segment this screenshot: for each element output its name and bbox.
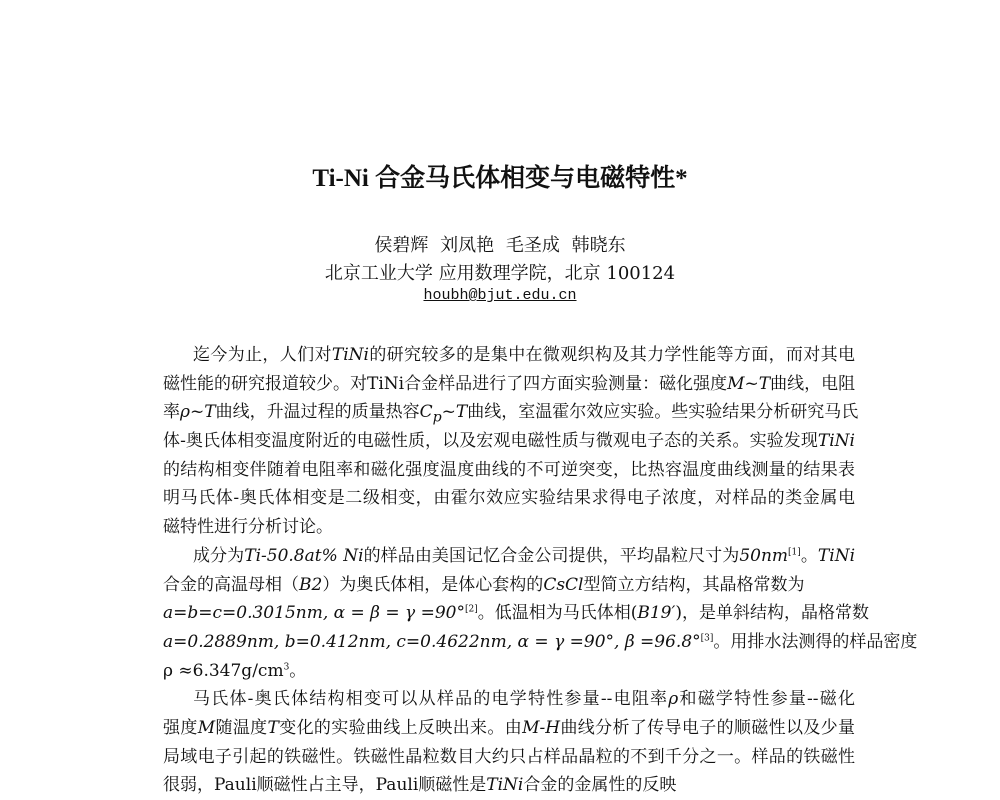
text-segment: 。低温相为马氏体相( xyxy=(477,603,638,624)
text-segment: 型简立方结构，其晶格常数为 xyxy=(583,574,805,595)
text-line xyxy=(163,370,855,399)
text-line xyxy=(163,571,855,600)
text-segment: 。 xyxy=(800,545,818,566)
text-segment: 曲线分析了传导电子的顺磁性以及少量 xyxy=(560,717,856,738)
text-segment: M-H xyxy=(522,717,561,738)
text-segment: 和磁学特性参量--磁化 xyxy=(678,689,855,710)
text-segment: Ti-50.8at% Ni xyxy=(244,545,364,566)
text-line xyxy=(163,599,869,628)
text-segment: a=0.2889nm, b=0.412nm, c=0.4622nm, α = γ =90°, β =96.8° xyxy=(163,631,701,652)
text-segment: CsCl xyxy=(543,574,584,595)
email xyxy=(0,287,1000,304)
text-segment: 曲线，电阻 xyxy=(770,373,856,394)
text-segment: 体-奥氏体相变温度附近的电磁性质，以及宏观电磁性质与微观电子态的关系。实验发现 xyxy=(163,431,818,452)
text-segment: 随温度 xyxy=(215,717,268,738)
text-segment: a=b=c=0.3015nm, α = β = γ =90° xyxy=(163,603,465,624)
text-segment: ρ ≈6.347g/cm xyxy=(163,660,284,681)
text-line xyxy=(163,341,855,370)
text-segment: 。 xyxy=(289,660,307,681)
text-segment: 的样品由美国记忆合金公司提供，平均晶粒尺寸为 xyxy=(363,545,740,566)
text-segment: ρ xyxy=(668,689,679,710)
text-segment: 磁特性进行分析讨论。 xyxy=(163,517,333,538)
text-line xyxy=(163,743,855,772)
text-segment: 合金的金属性的反映 xyxy=(523,775,677,796)
citation-superscript: 3 xyxy=(283,661,290,672)
text-segment: M~T xyxy=(727,373,771,394)
text-segment: M xyxy=(197,717,216,738)
text-segment: ~T xyxy=(441,402,468,423)
text-segment: 的结构相变伴随着电阻率和磁化强度温度曲线的不可逆突变，比热容温度曲线测量的结果表 xyxy=(163,459,855,480)
text-segment: 曲线，室温霍尔效应实验。些实验结果分析研究马氏 xyxy=(467,402,859,423)
text-segment: 成分为 xyxy=(193,545,245,566)
text-segment: TiNi xyxy=(817,431,855,452)
text-segment: 变化的实验曲线上反映出来。由 xyxy=(278,717,523,738)
text-segment: T xyxy=(267,717,279,738)
text-segment: 率 xyxy=(163,402,180,423)
text-segment: 磁性能的研究报道较少。对TiNi合金样品进行了四方面实验测量：磁化强度 xyxy=(163,373,728,394)
text-line xyxy=(163,427,855,456)
text-segment: 曲线，升温过程的质量热容 xyxy=(215,402,420,423)
text-segment: 明马氏体-奥氏体相变是二级相变，由霍尔效应实验结果求得电子浓度，对样品的类金属电 xyxy=(163,488,855,509)
authors: 侯碧辉 刘凤艳 毛圣成 韩晓东 xyxy=(374,235,626,256)
text-segment: 马氏体-奥氏体结构相变可以从样品的电学特性参量--电阻率 xyxy=(193,689,669,710)
text-line xyxy=(163,456,855,485)
text-line xyxy=(163,513,855,542)
abstract-body xyxy=(163,341,918,796)
text-segment: TiNi xyxy=(486,775,524,796)
text-segment: 强度 xyxy=(163,717,198,738)
text-line xyxy=(163,542,855,571)
text-segment: 的研究较多的是集中在微观织构及其力学性能等方面，而对其电 xyxy=(368,345,856,365)
text-segment: 。用排水法测得的样品密度 xyxy=(713,631,918,652)
text-segment: )，是单斜结构，晶格常数 xyxy=(675,603,869,624)
email-link[interactable]: houbh@bjut.edu.cn xyxy=(423,287,577,304)
text-line xyxy=(163,657,855,686)
text-line xyxy=(163,484,855,513)
text-segment: B2 xyxy=(299,574,323,595)
citation-superscript: [2] xyxy=(464,604,478,615)
text-segment: 局域电子引起的铁磁性。铁磁性晶粒数目大约只占样品晶粒的不到千分之一。样品的铁磁性 xyxy=(163,746,855,767)
text-line xyxy=(163,685,855,714)
text-segment: TiNi xyxy=(817,545,856,566)
text-segment: 合金的高温母相（ xyxy=(163,574,299,595)
text-line xyxy=(163,398,859,427)
paper-title: Ti-Ni 合金马氏体相变与电磁特性* xyxy=(312,165,688,192)
text-segment: ）为奥氏体相，是体心套构的 xyxy=(322,574,544,595)
text-segment: TiNi xyxy=(331,345,369,365)
text-line xyxy=(163,628,918,657)
text-segment: p xyxy=(432,409,442,426)
text-line xyxy=(163,714,855,743)
text-segment: C xyxy=(419,402,433,423)
text-line xyxy=(163,771,855,796)
text-segment: 50nm xyxy=(739,545,789,566)
affiliation: 北京工业大学 应用数理学院，北京 100124 xyxy=(324,263,676,284)
citation-superscript: [3] xyxy=(700,633,714,644)
citation-superscript: [1] xyxy=(788,547,801,558)
text-segment: 很弱，Pauli顺磁性占主导，Pauli顺磁性是 xyxy=(163,775,487,796)
text-segment: B19′ xyxy=(637,603,676,624)
text-segment: ρ~T xyxy=(180,402,216,423)
text-segment: 迄今为止，人们对 xyxy=(193,345,332,365)
